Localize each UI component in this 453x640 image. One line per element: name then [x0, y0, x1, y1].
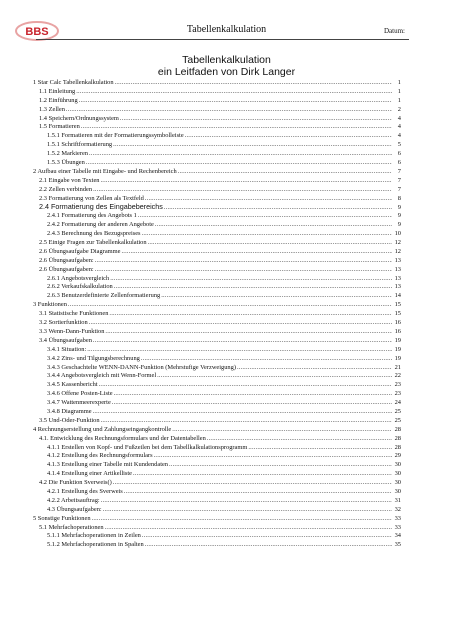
toc-page-number: 13: [394, 265, 401, 273]
toc-dot-leader: [141, 355, 392, 364]
toc-page-number: 8: [397, 194, 401, 202]
toc-page-number: 15: [394, 301, 401, 309]
toc-dot-leader: [145, 541, 392, 550]
toc-entry-title: 2.4.2 Formatierung der anderen Angebote: [47, 221, 154, 229]
toc-page-number: 16: [394, 327, 401, 335]
toc-dot-leader: [93, 186, 392, 195]
toc-entry-title: 4 Rechnungserstellung und Zahlungseingangkontrolle: [33, 425, 172, 433]
toc-dot-leader: [66, 106, 392, 115]
toc-entry-title: 2.4.3 Berechnung des Bezugspreises: [47, 230, 141, 238]
toc-entry[interactable]: [33, 417, 401, 426]
toc-entry-title: 2.6 Übungsaufgaben:: [39, 256, 94, 264]
toc-entry[interactable]: [33, 230, 401, 239]
toc-entry-title: 5.1.1 Mehrfachoperationen in Zeilen: [47, 532, 141, 540]
toc-entry-title: 1.2 Einführung: [39, 96, 78, 104]
document-title-block: [0, 54, 453, 78]
toc-entry-title: 4.2.1 Erstellung des Sverweis: [47, 487, 123, 495]
logo-text: BBS: [25, 26, 49, 38]
toc-page-number: 1: [397, 87, 401, 95]
toc-dot-leader: [142, 532, 392, 541]
toc-entry-title: 2.4 Formatierung des Eingabebereichs: [39, 202, 163, 212]
toc-page-number: 13: [394, 283, 401, 291]
toc-entry-title: 3.4.4 Angebotsvergleich mit Wenn-Formel: [47, 372, 157, 380]
toc-page-number: 9: [397, 212, 401, 220]
toc-entry-title: 4.1.4 Erstellung einer Artikelliste: [47, 470, 133, 478]
toc-entry[interactable]: [33, 106, 401, 115]
toc-entry[interactable]: [33, 479, 401, 488]
toc-dot-leader: [103, 506, 392, 515]
toc-dot-leader: [101, 497, 392, 506]
page-header: [0, 0, 453, 50]
toc-entry[interactable]: [33, 532, 401, 541]
toc-page-number: 7: [397, 176, 401, 184]
toc-entry-title: 4.1.3 Erstellung einer Tabelle mit Kundendaten: [47, 461, 168, 469]
toc-entry[interactable]: [33, 488, 401, 497]
toc-entry[interactable]: [33, 506, 401, 515]
header-title: Tabellenkalkulation: [186, 24, 267, 35]
toc-dot-leader: [79, 97, 392, 106]
toc-entry[interactable]: [33, 292, 401, 301]
toc-page-number: 23: [394, 381, 401, 389]
toc-dot-leader: [92, 515, 392, 524]
toc-page-number: 31: [394, 496, 401, 504]
toc-page-number: 4: [397, 114, 401, 122]
toc-dot-leader: [120, 115, 392, 124]
toc-page-number: 25: [394, 416, 401, 424]
toc-page-number: 28: [394, 434, 401, 442]
toc-entry-title: 2.6 Übungsaufgaben:: [39, 265, 94, 273]
document-subtitle: ein Leitfaden von Dirk Langer: [157, 66, 296, 78]
toc-entry-title: 5.1 Mehrfachoperationen: [39, 523, 104, 531]
toc-entry-title: 2.3 Formatierung von Zellen als Textfeld: [39, 194, 144, 202]
toc-dot-leader: [86, 159, 392, 168]
toc-page-number: 16: [394, 319, 401, 327]
toc-entry-title: 3.5 Und-Oder-Funktion: [39, 416, 100, 424]
toc-entry-title: 3.4.8 Diagramme: [47, 407, 92, 415]
toc-entry[interactable]: [33, 123, 401, 132]
toc-entry[interactable]: [33, 372, 401, 381]
toc-entry-title: 2.6.3 Benutzerdefinierte Zellenformatierung: [47, 292, 161, 300]
toc-dot-leader: [76, 88, 392, 97]
toc-dot-leader: [121, 248, 392, 257]
toc-entry[interactable]: [33, 381, 401, 390]
toc-dot-leader: [237, 364, 392, 373]
toc-entry-title: 4.1.2 Erstellung des Rechnungsformulars: [47, 452, 153, 460]
toc-dot-leader: [115, 79, 392, 88]
toc-dot-leader: [105, 328, 392, 337]
toc-entry[interactable]: [33, 337, 401, 346]
toc-entry-title: 3.4.5 Kassenbericht: [47, 381, 98, 389]
toc-page-number: 6: [397, 150, 401, 158]
toc-entry-title: 1.4 Speichern/Ordnungssystem: [39, 114, 119, 122]
toc-page-number: 19: [394, 336, 401, 344]
toc-entry[interactable]: [33, 301, 401, 310]
toc-page-number: 24: [394, 399, 401, 407]
toc-dot-leader: [145, 195, 392, 204]
toc-entry[interactable]: [33, 132, 401, 141]
toc-entry[interactable]: [33, 159, 401, 168]
toc-page-number: 10: [394, 230, 401, 238]
toc-entry[interactable]: [33, 88, 401, 97]
toc-dot-leader: [207, 435, 392, 444]
toc-entry[interactable]: [33, 168, 401, 177]
toc-entry-title: 2.1 Eingabe von Texten: [39, 176, 100, 184]
toc-entry[interactable]: [33, 452, 401, 461]
toc-entry-title: 3.4.1 Situation:: [47, 345, 87, 353]
toc-page-number: 15: [394, 310, 401, 318]
toc-entry-title: 4.2 Die Funktion Sverweis(): [39, 479, 112, 487]
toc-dot-leader: [113, 479, 392, 488]
toc-entry-title: 2.2 Zellen verbinden: [39, 185, 93, 193]
toc-entry-title: 3.4.2 Zins- und Tilgungsberechnung: [47, 354, 140, 362]
toc-dot-leader: [142, 230, 392, 239]
toc-entry[interactable]: [33, 248, 401, 257]
toc-entry[interactable]: [33, 364, 401, 373]
toc-page-number: 21: [394, 363, 401, 371]
toc-page-number: 9: [397, 221, 401, 229]
toc-entry[interactable]: [33, 97, 401, 106]
toc-page-number: 22: [394, 372, 401, 380]
toc-page-number: 32: [394, 505, 401, 513]
toc-dot-leader: [113, 141, 392, 150]
toc-dot-leader: [155, 221, 392, 230]
toc-entry[interactable]: [33, 150, 401, 159]
toc-entry[interactable]: [33, 275, 401, 284]
toc-dot-leader: [93, 408, 392, 417]
toc-entry[interactable]: [33, 390, 401, 399]
toc-entry[interactable]: [33, 266, 401, 275]
toc-page-number: 7: [397, 185, 401, 193]
toc-entry-title: 5.1.2 Mehrfachoperationen in Spalten: [47, 541, 144, 549]
toc-entry-title: 3 Funktionen: [33, 301, 67, 309]
toc-entry-title: 4.2.2 Arbeitsauftrag:: [47, 496, 100, 504]
toc-entry[interactable]: [33, 461, 401, 470]
toc-entry-title: 1.3 Zellen: [39, 105, 65, 113]
toc-entry[interactable]: [33, 212, 401, 221]
toc-page-number: 13: [394, 274, 401, 282]
toc-dot-leader: [81, 123, 392, 132]
toc-entry-title: 4.1.1 Erstellen von Kopf- und Fußzeilen bei dem Tabellkalkulationsprogramm: [47, 443, 248, 451]
toc-dot-leader: [148, 239, 392, 248]
toc-dot-leader: [109, 310, 392, 319]
toc-entry-title: 3.4.6 Offene Posten-Liste: [47, 390, 113, 398]
toc-page-number: 19: [394, 354, 401, 362]
toc-dot-leader: [110, 275, 392, 284]
toc-page-number: 28: [394, 443, 401, 451]
toc-entry-title: 1.1 Einleitung: [39, 87, 76, 95]
toc-dot-leader: [248, 444, 392, 453]
toc-dot-leader: [185, 132, 392, 141]
toc-dot-leader: [87, 346, 392, 355]
toc-entry-title: 3.1 Statistische Funktionen: [39, 310, 109, 318]
toc-entry-title: 5 Sonstige Funktionen: [33, 514, 91, 522]
toc-entry-title: 1.5.1 Formatieren mit der Formatierungssymbolleiste: [47, 132, 184, 140]
toc-entry[interactable]: [33, 141, 401, 150]
toc-page-number: 5: [397, 141, 401, 149]
toc-page-number: 30: [394, 461, 401, 469]
toc-dot-leader: [114, 283, 392, 292]
toc-entry[interactable]: [33, 444, 401, 453]
toc-entry-title: 3.3 Wenn-Dann-Funktion: [39, 327, 105, 335]
toc-page-number: 29: [394, 452, 401, 460]
toc-entry-title: 4.3 Übungsaufgaben:: [47, 505, 102, 513]
toc-page-number: 12: [394, 239, 401, 247]
toc-entry[interactable]: [33, 524, 401, 533]
toc-entry[interactable]: [33, 355, 401, 364]
toc-dot-leader: [105, 524, 392, 533]
toc-page-number: 7: [397, 167, 401, 175]
toc-page-number: 6: [397, 159, 401, 167]
toc-entry-title: 3.2 Sortierfunktion: [39, 319, 88, 327]
toc-entry-title: 1 Star Calc Tabellenkalkulation: [33, 79, 114, 86]
toc-dot-leader: [95, 266, 392, 275]
toc-entry-title: 2.4.1 Formatierung des Angebots 1: [47, 212, 137, 220]
toc-entry[interactable]: [33, 399, 401, 408]
toc-entry[interactable]: [33, 239, 401, 248]
toc-page-number: 9: [397, 204, 401, 212]
toc-dot-leader: [178, 168, 392, 177]
toc-entry-title: 2.6 Übungsaufgabe Diagramme: [39, 247, 121, 255]
toc-dot-leader: [172, 426, 392, 435]
toc-entry[interactable]: [33, 177, 401, 186]
toc-dot-leader: [101, 177, 393, 186]
toc-dot-leader: [89, 319, 392, 328]
toc-dot-leader: [157, 372, 392, 381]
toc-entry[interactable]: [33, 426, 401, 435]
toc-dot-leader: [169, 461, 392, 470]
table-of-contents: [33, 79, 401, 550]
toc-entry[interactable]: [33, 328, 401, 337]
toc-page-number: 34: [394, 532, 401, 540]
toc-page-number: 12: [394, 247, 401, 255]
toc-dot-leader: [154, 452, 392, 461]
document-title: Tabellenkalkulation: [182, 54, 271, 66]
toc-entry-title: 1.5.1 Schriftformatierung: [47, 141, 113, 149]
toc-page-number: 19: [394, 345, 401, 353]
toc-entry[interactable]: [33, 257, 401, 266]
toc-dot-leader: [112, 399, 392, 408]
toc-page-number: 13: [394, 256, 401, 264]
toc-dot-leader: [124, 488, 392, 497]
toc-page-number: 35: [394, 541, 401, 549]
toc-page-number: 1: [397, 79, 401, 86]
header-divider: [36, 39, 409, 40]
toc-dot-leader: [89, 150, 392, 159]
toc-dot-leader: [161, 292, 392, 301]
toc-entry[interactable]: [33, 515, 401, 524]
toc-entry[interactable]: [33, 115, 401, 124]
toc-dot-leader: [101, 417, 392, 426]
toc-entry-title: 2.6.2 Verkaufskalkulation: [47, 283, 113, 291]
toc-entry[interactable]: [33, 435, 401, 444]
toc-dot-leader: [95, 257, 392, 266]
toc-dot-leader: [93, 337, 392, 346]
toc-entry-title: 2.6.1 Angebotsvergleich: [47, 274, 110, 282]
toc-page-number: 28: [394, 425, 401, 433]
toc-page-number: 1: [397, 96, 401, 104]
toc-entry-title: 3.4.3 Geschachtelte WENN-DANN-Funktion (Mehrstufige Verzweigung): [47, 363, 236, 371]
toc-entry-title: 1.5 Formatieren: [39, 123, 80, 131]
toc-page-number: 23: [394, 390, 401, 398]
toc-entry[interactable]: [33, 319, 401, 328]
toc-entry[interactable]: [33, 203, 401, 212]
toc-page-number: 14: [394, 292, 401, 300]
toc-entry[interactable]: [33, 470, 401, 479]
toc-entry-title: 3.4.7 Wattenmeerexperte: [47, 399, 111, 407]
toc-dot-leader: [133, 470, 392, 479]
toc-page-number: 2: [397, 105, 401, 113]
toc-entry-title: 3.4 Übungsaufgaben: [39, 336, 92, 344]
toc-entry-title: 1.5.3 Übungen: [47, 159, 85, 167]
toc-page-number: 4: [397, 123, 401, 131]
toc-dot-leader: [99, 381, 392, 390]
toc-entry[interactable]: [33, 497, 401, 506]
toc-entry[interactable]: [33, 221, 401, 230]
toc-dot-leader: [114, 390, 392, 399]
toc-entry-title: 2.5 Einige Fragen zur Tabellenkalkulation: [39, 239, 147, 247]
toc-entry[interactable]: [33, 79, 401, 88]
toc-page-number: 30: [394, 479, 401, 487]
date-label: Datum:: [384, 27, 405, 35]
toc-page-number: 4: [397, 132, 401, 140]
toc-page-number: 33: [394, 514, 401, 522]
toc-entry[interactable]: [33, 408, 401, 417]
toc-page-number: 30: [394, 487, 401, 495]
toc-dot-leader: [68, 301, 392, 310]
toc-entry[interactable]: [33, 346, 401, 355]
toc-entry[interactable]: [33, 283, 401, 292]
toc-entry[interactable]: [33, 541, 401, 550]
toc-page-number: 33: [394, 523, 401, 531]
toc-entry-title: 2 Aufbau einer Tabelle mit Eingabe- und Rechenbereich: [33, 167, 177, 175]
toc-dot-leader: [138, 212, 392, 221]
toc-page-number: 30: [394, 470, 401, 478]
toc-page-number: 25: [394, 407, 401, 415]
toc-entry-title: 4.1. Entwicklung des Rechnungsformulars und der Datentabellen: [39, 434, 206, 442]
toc-entry[interactable]: [33, 186, 401, 195]
toc-entry-title: 1.5.2 Markieren: [47, 150, 88, 158]
toc-entry[interactable]: [33, 310, 401, 319]
